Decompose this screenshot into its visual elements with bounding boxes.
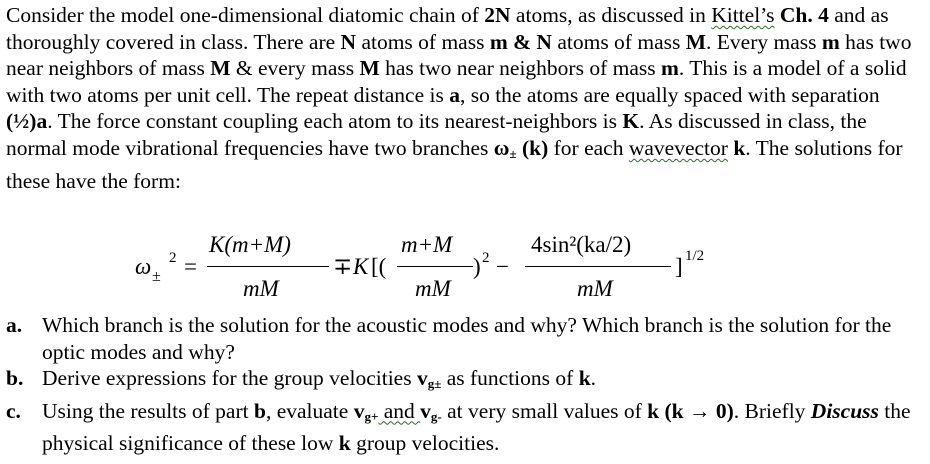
v-subscript: g+ bbox=[364, 408, 379, 424]
part-b-ref: b bbox=[253, 398, 266, 423]
intro-text: , so the atoms are equally spaced with separation bbox=[459, 82, 880, 107]
eq-bracket-open: [( bbox=[371, 254, 387, 279]
discuss-word: Discuss bbox=[810, 398, 879, 423]
eq-denominator-2: mM bbox=[415, 276, 451, 301]
kittel-word: Kittel’s bbox=[711, 3, 775, 27]
question-a bbox=[6, 312, 921, 365]
fraction-bar-3 bbox=[525, 266, 671, 267]
intro-half-a: (½)a bbox=[6, 109, 48, 134]
question-text: at very small values of bbox=[441, 398, 648, 423]
v-symbol: v bbox=[353, 398, 365, 423]
question-text: . Briefly bbox=[733, 398, 811, 423]
question-text: Derive expressions for the group velocities bbox=[42, 366, 417, 390]
eq-K: K bbox=[353, 254, 369, 279]
k-limit: k (k → 0) bbox=[647, 398, 734, 423]
question-list bbox=[6, 312, 921, 457]
k-symbol: k bbox=[578, 366, 591, 390]
omega-symbol: ω bbox=[493, 135, 510, 160]
intro-text: and as thoroughly covered in class. There are bbox=[6, 3, 889, 54]
eq-minus: − bbox=[496, 254, 509, 279]
intro-m: m bbox=[661, 56, 679, 81]
question-text: , evaluate bbox=[265, 398, 354, 423]
eq-equals: = bbox=[184, 254, 197, 279]
intro-a: a bbox=[449, 82, 460, 107]
intro-n: N bbox=[340, 29, 357, 54]
intro-omega bbox=[494, 136, 517, 160]
intro-text: atoms of mass bbox=[551, 29, 686, 54]
question-text: group velocities. bbox=[350, 431, 500, 455]
intro-ch4: Ch. 4 bbox=[779, 3, 829, 27]
intro-text: & every mass bbox=[230, 56, 360, 81]
intro-paragraph bbox=[6, 2, 921, 194]
intro-M: M bbox=[210, 56, 231, 81]
question-text: . bbox=[590, 366, 597, 390]
intro-k: (k) bbox=[516, 135, 549, 160]
question-b bbox=[6, 365, 921, 398]
intro-text: . Every mass bbox=[706, 29, 822, 54]
intro-text: Consider the model one-dimensional diatomic chain of bbox=[6, 3, 485, 27]
omega-subscript: ± bbox=[509, 145, 517, 161]
intro-2n: 2N bbox=[484, 3, 511, 27]
fraction-bar-1 bbox=[207, 266, 329, 267]
eq-power: 1/2 bbox=[685, 248, 705, 264]
wavevector-word: wavevector bbox=[628, 135, 728, 160]
intro-K: K bbox=[622, 109, 640, 134]
eq-square: 2 bbox=[169, 250, 177, 266]
eq-omega: ω bbox=[135, 254, 152, 279]
eq-denominator-1: mM bbox=[243, 276, 279, 301]
v-symbol: v bbox=[416, 366, 428, 390]
fraction-bar-2 bbox=[397, 266, 473, 267]
eq-pm-subscript: ± bbox=[152, 268, 161, 285]
question-text: Which branch is the solution for the acoustic modes and why? Which branch is the solution for the optic modes and why? bbox=[42, 313, 892, 364]
eq-mp: ∓ bbox=[333, 254, 353, 279]
question-text: the physical significance of these low bbox=[42, 398, 911, 455]
eq-numerator-3: 4sin²(ka/2) bbox=[531, 232, 632, 257]
dispersion-equation bbox=[135, 230, 755, 310]
v-symbol: v bbox=[420, 398, 431, 423]
v-subscript: g- bbox=[430, 408, 442, 424]
intro-text: has two near neighbors of mass bbox=[379, 56, 661, 81]
intro-text: for each bbox=[548, 135, 629, 160]
intro-M: M bbox=[685, 29, 707, 54]
eq-square-2: 2 bbox=[482, 250, 490, 266]
intro-m: m bbox=[821, 29, 840, 54]
k-symbol: k bbox=[338, 431, 351, 455]
question-label: c. bbox=[6, 398, 21, 423]
question-text: Using the results of part bbox=[42, 398, 254, 423]
eq-numerator-1: K(m+M) bbox=[209, 232, 291, 257]
and-word: and bbox=[378, 398, 421, 423]
intro-text: atoms of mass bbox=[356, 29, 490, 54]
question-label: b. bbox=[6, 366, 24, 390]
intro-text: . As discussed in class, the normal mode vibrational frequencies have two branches bbox=[6, 109, 867, 160]
eq-denominator-3: mM bbox=[577, 276, 613, 301]
intro-text: . This is a model of a solid with two atoms per unit cell. The repeat distance is bbox=[6, 56, 907, 107]
eq-bracket-close: ] bbox=[675, 254, 683, 279]
question-c bbox=[6, 398, 921, 457]
v-subscript: g± bbox=[427, 376, 442, 391]
intro-text: has two near neighbors of mass bbox=[6, 29, 912, 81]
intro-text: . The force constant coupling each atom to its nearest-neighbors is bbox=[47, 109, 623, 134]
eq-numerator-2: m+M bbox=[401, 232, 453, 257]
question-label: a. bbox=[6, 313, 23, 337]
question-text: as functions of bbox=[441, 366, 579, 390]
intro-k: k bbox=[727, 135, 746, 160]
intro-text: atoms, as discussed in bbox=[510, 3, 712, 27]
intro-text: . The solutions for these have the form: bbox=[6, 135, 903, 193]
intro-M: M bbox=[359, 56, 380, 81]
intro-m-and-n: m & N bbox=[489, 29, 552, 54]
eq-paren-close: ) bbox=[473, 254, 481, 279]
